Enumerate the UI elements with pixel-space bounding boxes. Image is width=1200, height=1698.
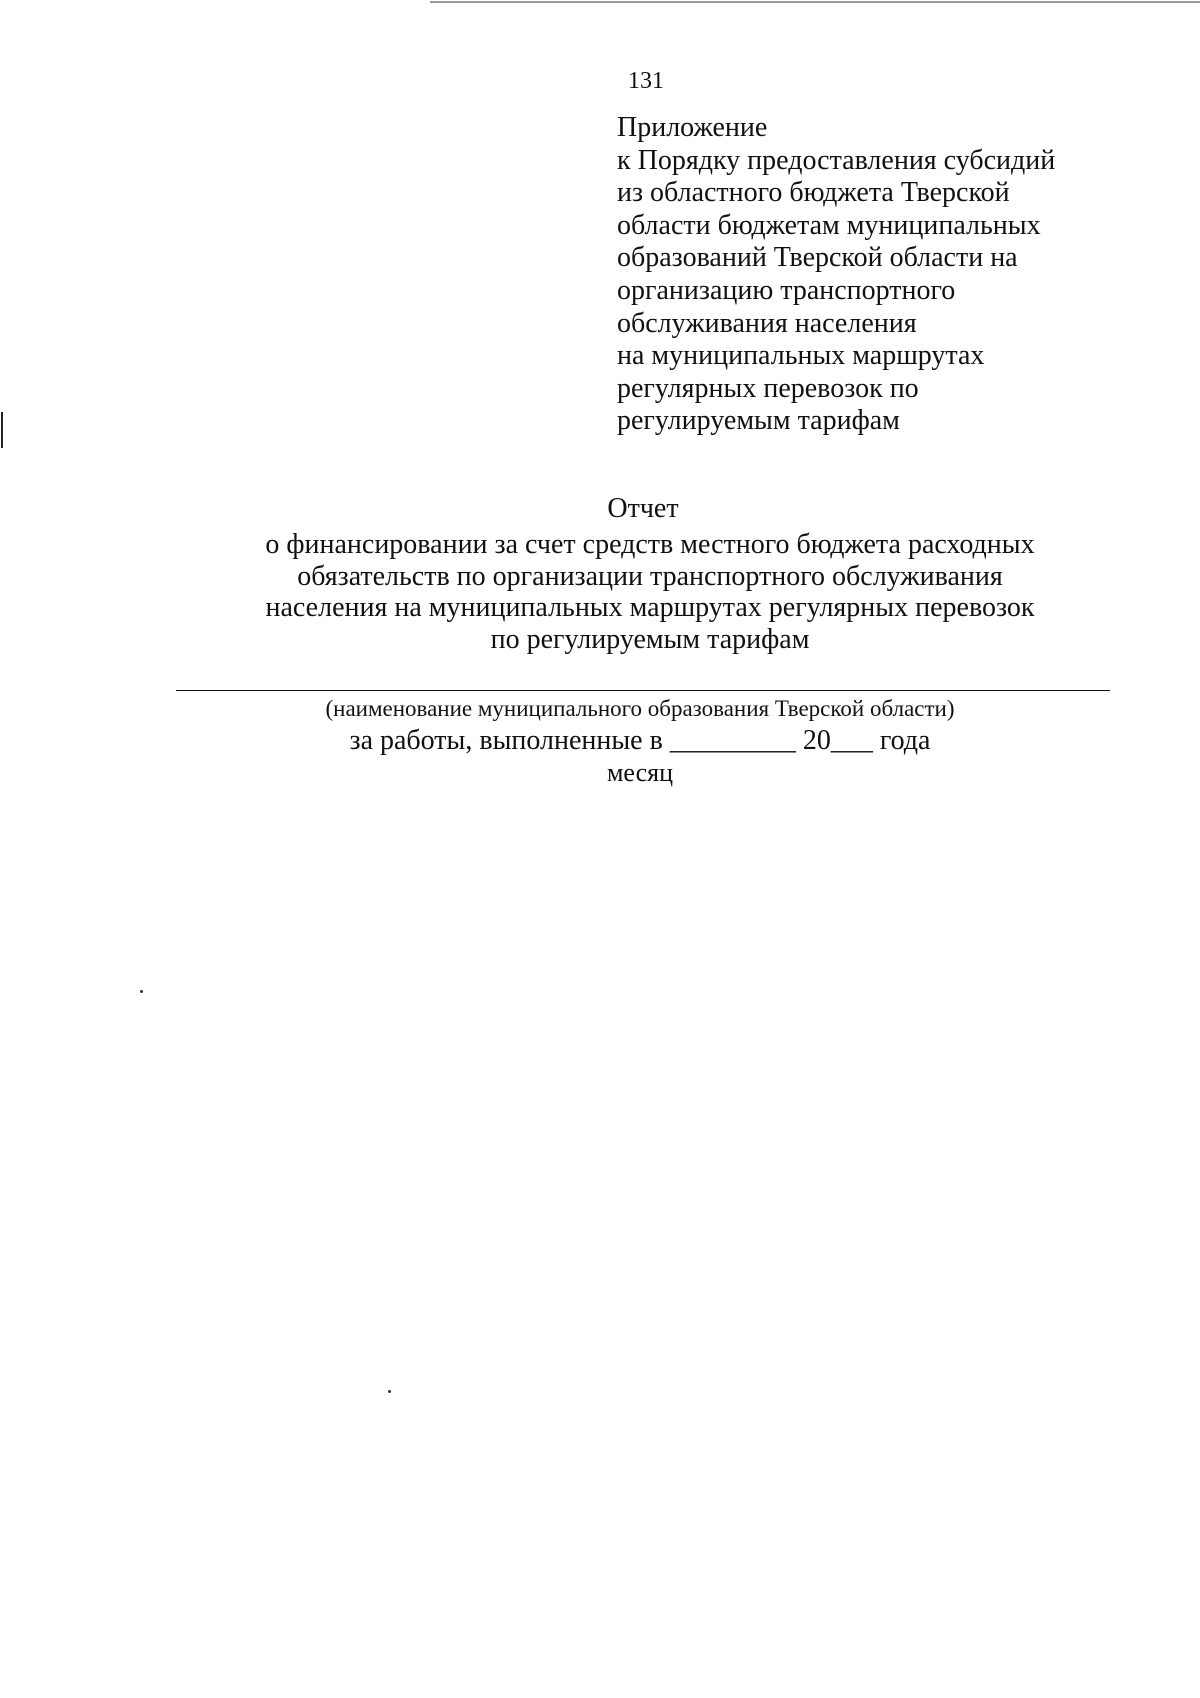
appendix-line: регулируемым тарифам [617,405,900,437]
scan-edge-mark [1,412,3,448]
appendix-line: обслуживания населения [617,307,917,339]
appendix-line: регулярных перевозок по [617,372,919,404]
month-caption: месяц [606,758,674,787]
appendix-line: из областного бюджета Тверской [617,177,1010,209]
report-subtitle-line: населения на муниципальных маршрутах регулярных перевозок [265,592,1035,623]
scan-edge-line [430,1,1200,3]
appendix-line: области бюджетам муниципальных [617,209,1041,241]
report-title: Отчет [607,493,679,524]
appendix-block [617,112,1097,438]
appendix-line: на муниципальных маршрутах [617,340,985,372]
report-subtitle-line: по регулируемым тарифам [490,623,810,655]
scan-speck [388,1390,391,1393]
appendix-line: организацию транспортного [617,274,956,306]
appendix-line: к Порядку предоставления субсидий [617,144,1056,176]
municipality-name-caption: (наименование муниципального образования Тверской области) [325,696,955,721]
report-subtitle-line: о финансировании за счет средств местного бюджета расходных [265,529,1035,560]
report-subtitle-line: обязательств по организации транспортного обслуживания [297,560,1003,592]
scan-speck [140,990,143,993]
page-number: 131 [628,68,664,94]
period-line: за работы, выполненные в _________ 20___ года [349,725,931,756]
municipality-name-fill-line [176,690,1110,691]
report-subtitle [200,529,1100,655]
appendix-line: образований Тверской области на [617,242,1018,274]
appendix-line: Приложение [617,112,768,143]
